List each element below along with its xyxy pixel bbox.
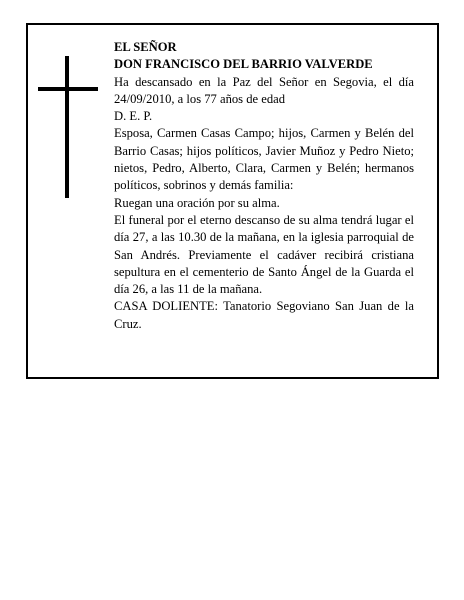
obituary-text [114, 39, 414, 333]
prayer-request: Ruegan una oración por su alma. [114, 195, 280, 210]
mourning-house: CASA DOLIENTE: Tanatorio Segoviano San Juan de la Cruz. [114, 299, 414, 331]
death-info: Ha descansado en la Paz del Señor en Segovia, el día 24/09/2010, a los 77 años de edad [114, 74, 414, 106]
cross-vertical-bar [65, 56, 69, 198]
dep-text: D. E. P. [114, 109, 153, 124]
cross-icon [38, 56, 98, 198]
funeral-info: El funeral por el eterno descanso de su alma tendrá lugar el día 27, a las 10.30 de la mañana, en la iglesia parroquial de San Andrés. Previamente el cadáver recibirá cristiana sepultura en el cementerio de Santo Ángel de la Guarda el día 26, a las 11 de la mañana. [114, 212, 414, 297]
deceased-name: DON FRANCISCO DEL BARRIO VALVERDE [114, 57, 373, 72]
cross-horizontal-bar [38, 87, 98, 91]
notice-title-line1: EL SEÑOR [114, 40, 177, 54]
obituary-notice [26, 23, 439, 379]
family-list: Esposa, Carmen Casas Campo; hijos, Carmen y Belén del Barrio Casas; hijos políticos, Javier Muñoz y Pedro Nieto; nietos, Pedro, Alberto, Clara, Carmen y Belén; hermanos políticos, sobrinos y demás familia: [114, 126, 414, 193]
